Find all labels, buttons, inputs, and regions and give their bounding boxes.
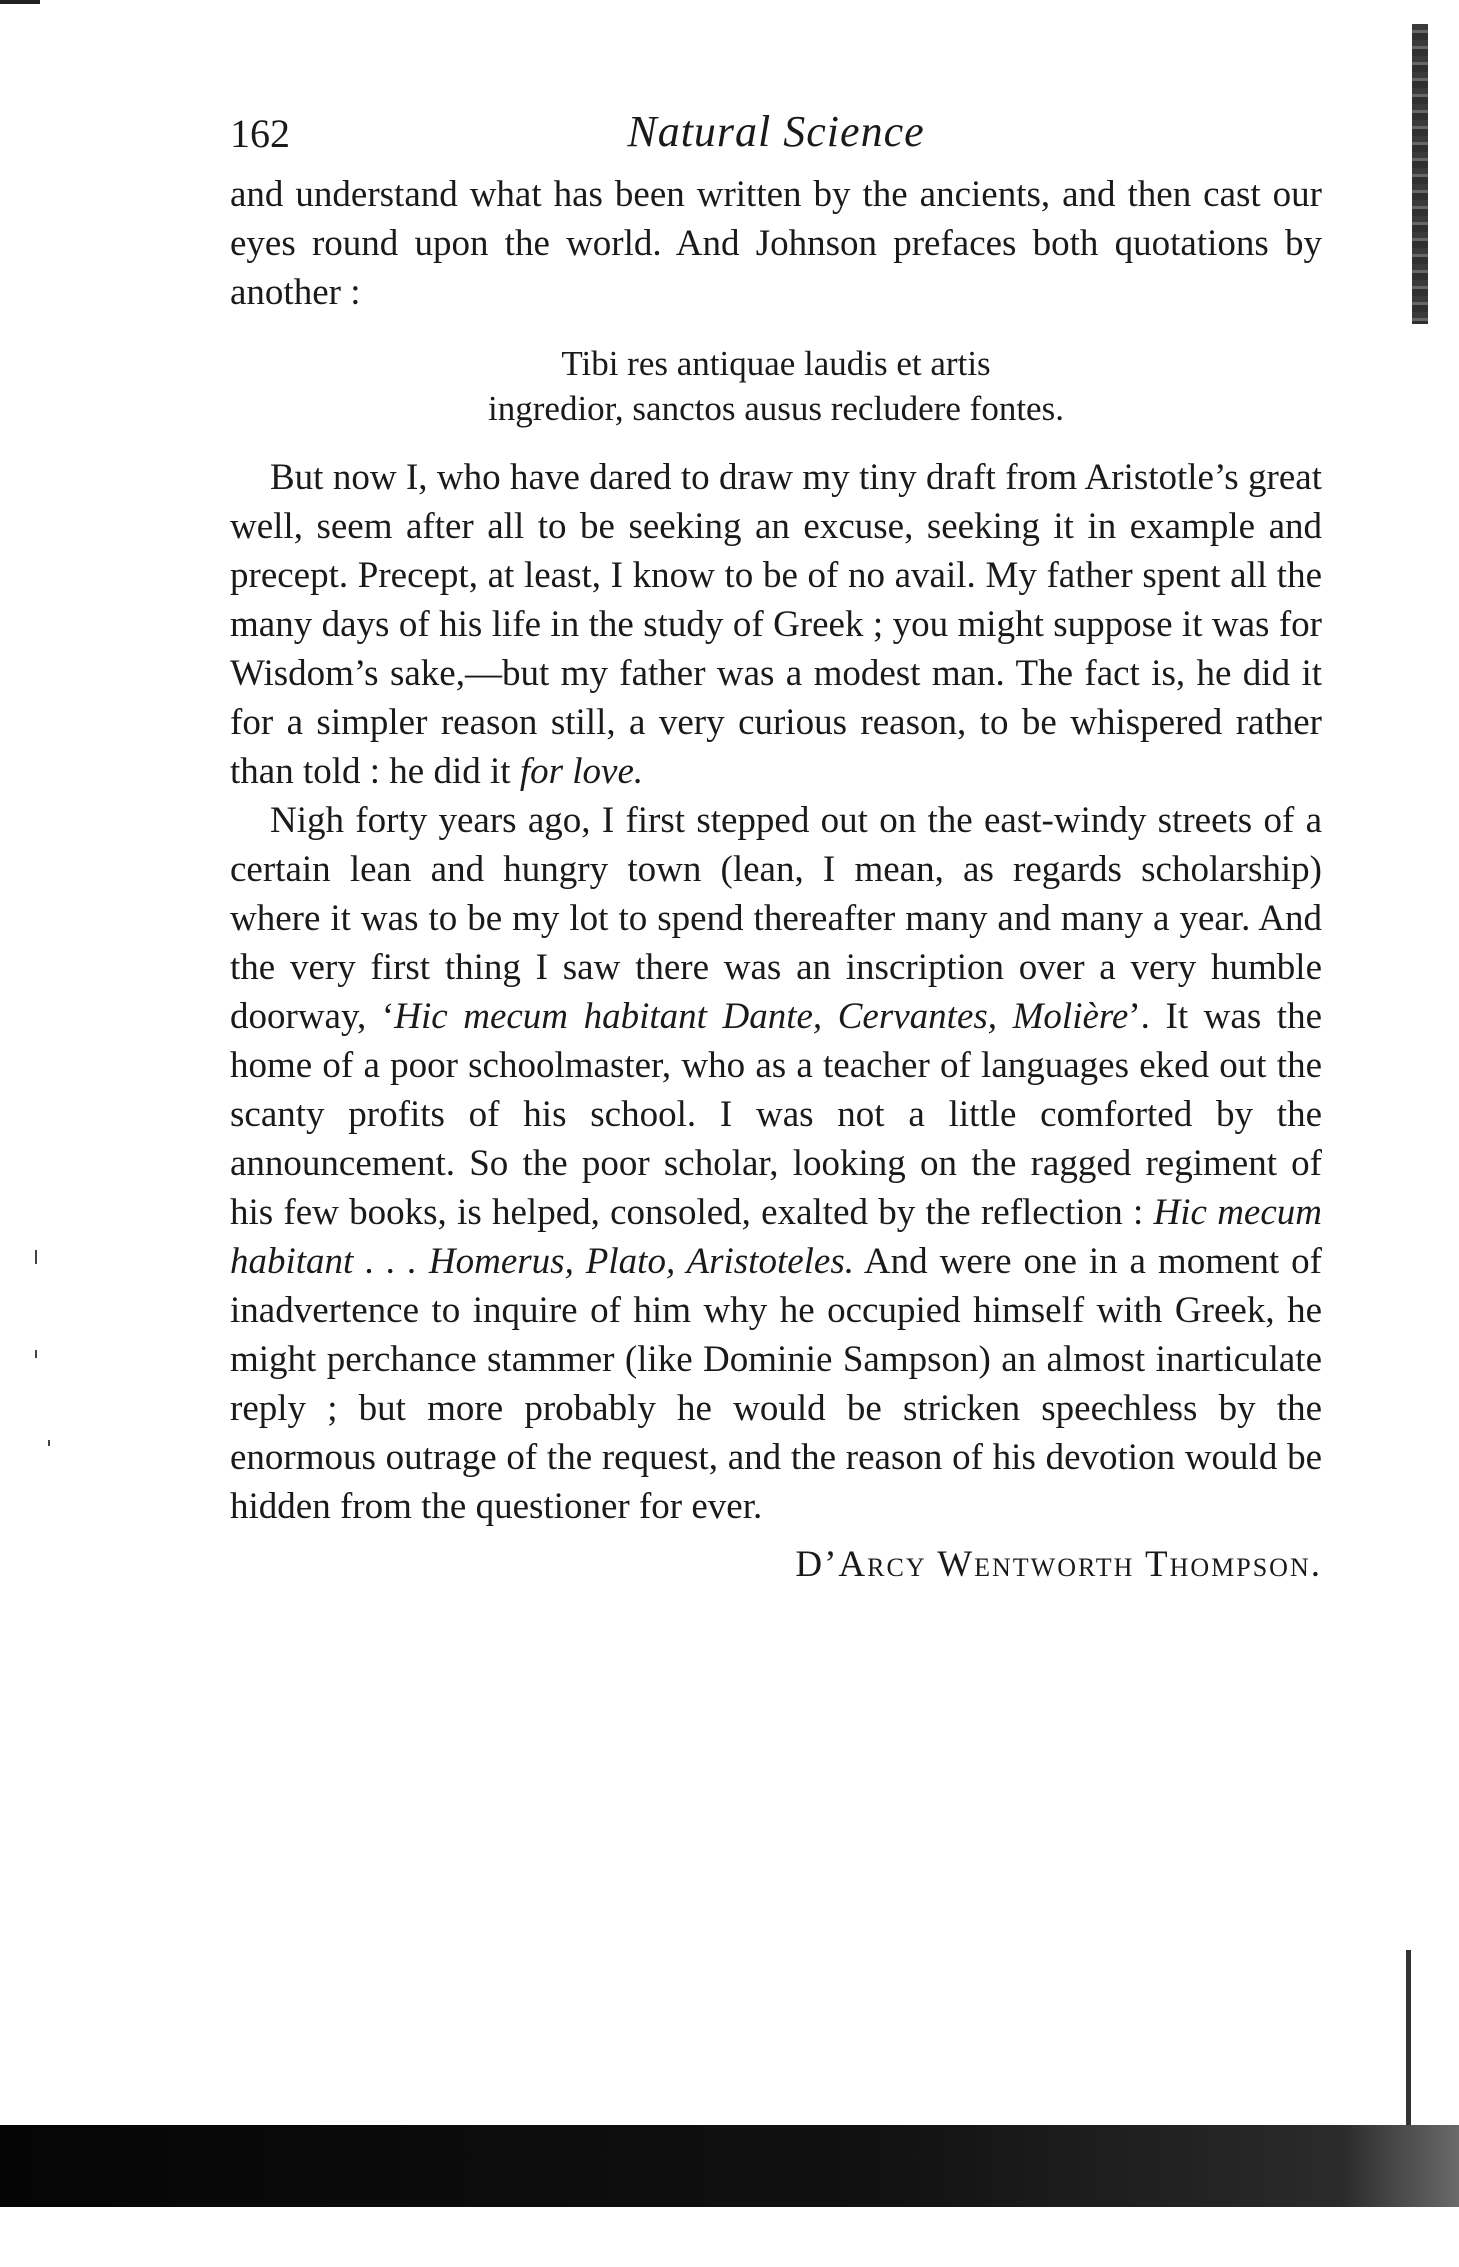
paragraph-3 — [230, 796, 1322, 1531]
paragraph-3-italic1: Hic mecum habitant Dante, Cervantes, Molière — [394, 996, 1129, 1037]
page-edge-shadow — [1412, 24, 1428, 324]
page-edge-line — [1406, 1950, 1411, 2130]
latin-quote — [230, 341, 1322, 431]
page-number: 162 — [230, 111, 290, 156]
quote-line-2: ingredior, sanctos ausus recludere fontes. — [488, 389, 1064, 428]
paragraph-3-part1: Nigh forty years ago, I first stepped out on the east-windy streets of a certain lean and hungry town (lean, I mean, as regards scholarship) where it was to be my lot to spend thereafter many and many a year. And the very first thing I saw there was an inscription over a very humble doorway, ‘ — [230, 800, 1322, 1037]
paragraph-2 — [230, 453, 1322, 796]
body-text — [230, 170, 1322, 1531]
paragraph-3-part3: And were one in a moment of inadvertence to inquire of him why he occupied himself with Greek, he might perchance stammer (like Dominie Sampson) an almost inarticulate reply ; but more probably he would be stricken speechless by the enormous outrage of the request, and the reason of his devotion would be hidden from the questioner for ever. — [230, 1241, 1322, 1527]
quote-line-1: Tibi res antiquae laudis et artis — [561, 344, 991, 383]
margin-mark — [35, 1350, 37, 1358]
paragraph-2-italic: for love. — [519, 751, 644, 792]
margin-mark — [35, 1250, 37, 1264]
running-head — [230, 100, 1322, 170]
margin-mark — [48, 1440, 50, 1446]
opening-paragraph: and understand what has been written by the ancients, and then cast our eyes round upon the world. And Johnson prefaces both quotations by another : — [230, 174, 1322, 313]
paragraph-3-italic2: Hic mecum habitant . . . Homerus, Plato, Aristoteles. — [230, 1192, 1322, 1282]
scan-bottom-band — [0, 2125, 1459, 2207]
author-signature: D’Arcy Wentworth Thompson. — [795, 1544, 1322, 1585]
book-page — [230, 100, 1322, 1586]
paragraph-3-part2: ’. It was the home of a poor schoolmaster, who as a teacher of languages eked out the scanty profits of his school. I was not a little comforted by the announcement. So the poor scholar, looking on the ragged regiment of his few books, is helped, consoled, exalted by the reflection : — [230, 996, 1323, 1233]
paragraph-2-text: But now I, who have dared to draw my tiny draft from Aristotle’s great well, seem after all to be seeking an excuse, seeking it in example and precept. Precept, at least, I know to be of no avail. My father spent all the many days of his life in the study of Greek ; you might suppose it was for Wisdom’s sake,—but my father was a modest man. The fact is, he did it for a simpler reason still, a very curious reason, to be whispered rather than told : he did it — [230, 457, 1322, 792]
running-title: Natural Science — [627, 107, 925, 156]
scan-mark — [0, 0, 40, 4]
